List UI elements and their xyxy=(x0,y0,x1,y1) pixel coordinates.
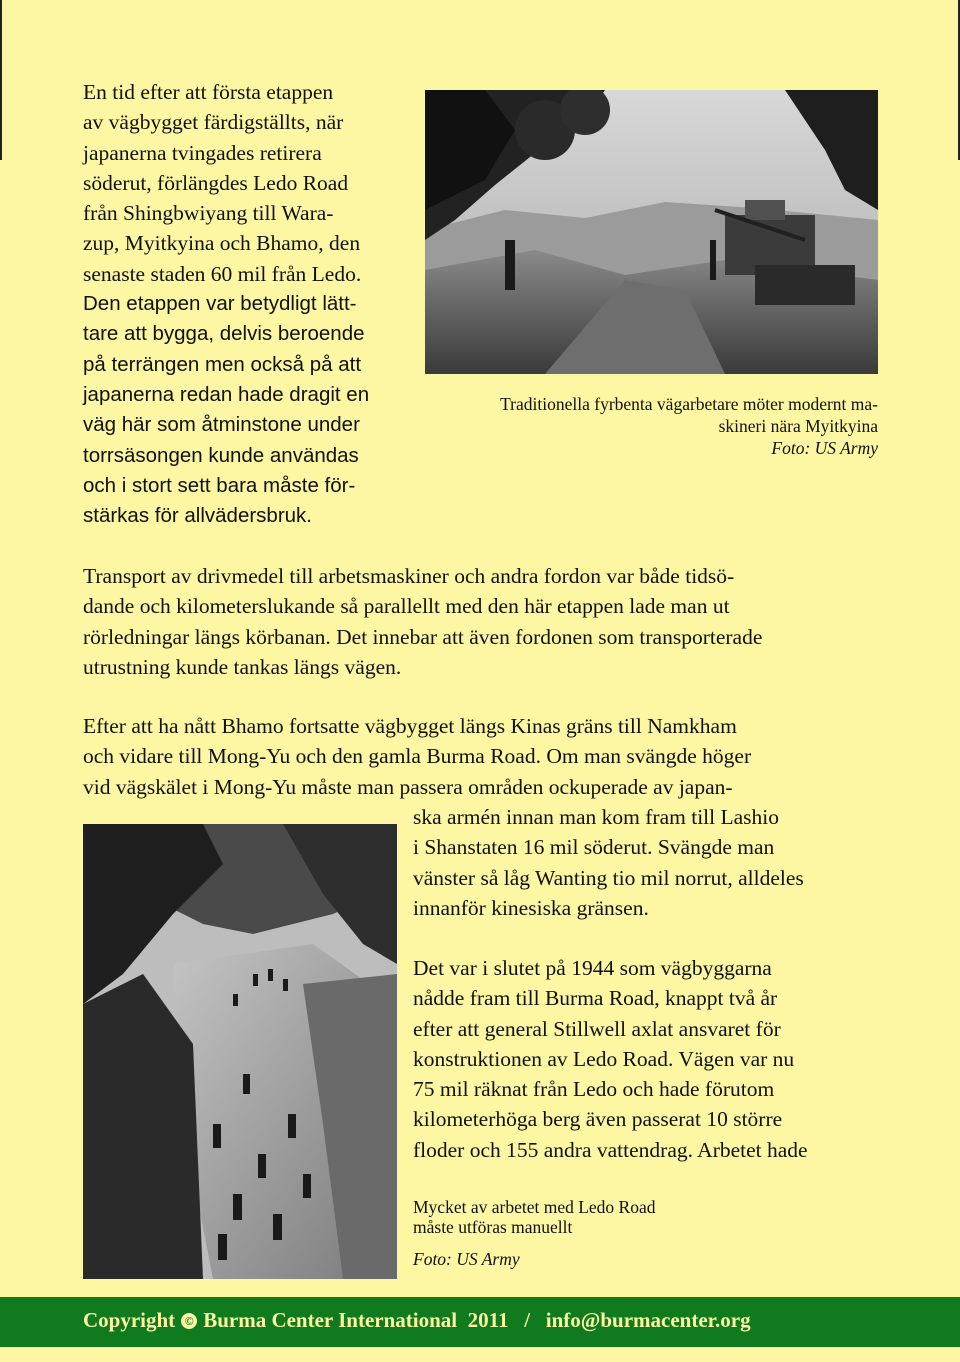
intro-line: väg här som åtminstone under xyxy=(83,413,360,437)
bhamo-continued-paragraph xyxy=(413,802,893,923)
final-line: 75 mil räknat från Ledo och hade förutom xyxy=(413,1077,775,1102)
bhamo-paragraph xyxy=(83,711,883,802)
intro-line: japanerna redan hade dragit en xyxy=(83,382,370,406)
intro-line: senaste staden 60 mil från Ledo. xyxy=(83,261,362,286)
bhamo-line: och vidare till Mong-Yu och den gamla Burma Road. Om man svängde höger xyxy=(83,744,752,769)
intro-paragraph xyxy=(83,77,413,531)
transport-line: rörledningar längs körbanan. Det innebar att även fordonen som transporterade xyxy=(83,624,763,649)
footer-org: Burma Center International 2011 / info@burmacenter.org xyxy=(203,1308,751,1332)
bhamo-cont-line: innanför kinesiska gränsen. xyxy=(413,895,649,920)
final-paragraph xyxy=(413,953,893,1165)
bhamo-cont-line: i Shanstaten 16 mil söderut. Svängde man xyxy=(413,835,775,860)
bhamo-cont-line: ska armén innan man kom fram till Lashio xyxy=(413,805,780,829)
copyright-label: Copyright xyxy=(83,1308,176,1332)
photo1-caption xyxy=(432,393,878,459)
bhamo-cont-line: vänster så låg Wanting tio mil norrut, alldeles xyxy=(413,865,804,890)
intro-line: stärkas för allvädersbruk. xyxy=(83,504,313,528)
photo2-caption xyxy=(413,1197,813,1269)
footer-text xyxy=(83,1308,751,1333)
manual-labor-photo xyxy=(83,824,397,1279)
intro-line: tare att bygga, delvis beroende xyxy=(83,322,365,346)
intro-line: av vägbygget färdigställts, när xyxy=(83,110,344,135)
intro-line: En tid efter att första etappen xyxy=(83,80,334,104)
transport-line: Transport av drivmedel till arbetsmaskiner och andra fordon var både tidsö- xyxy=(83,564,735,588)
transport-line: dande och kilometerslukande så parallellt med den här etappen lade man ut xyxy=(83,594,730,619)
road-machinery-photo-image xyxy=(425,90,878,374)
final-line: Det var i slutet på 1944 som vägbyggarna xyxy=(413,956,772,980)
intro-line: från Shingbwiyang till Wara- xyxy=(83,201,334,226)
bhamo-line: vid vägskälet i Mong-Yu måste man passera områden ockuperade av japan- xyxy=(83,774,733,799)
transport-line: utrustning kunde tankas längs vägen. xyxy=(83,654,402,679)
intro-line: söderut, förlängdes Ledo Road xyxy=(83,170,349,195)
photo2-credit: Foto: US Army xyxy=(413,1249,520,1269)
intro-line: zup, Myitkyina och Bhamo, den xyxy=(83,231,361,256)
bhamo-line: Efter att ha nått Bhamo fortsatte vägbygget längs Kinas gräns till Namkham xyxy=(83,714,737,738)
final-line: floder och 155 andra vattendrag. Arbetet hade xyxy=(413,1137,808,1162)
copyright-icon: © xyxy=(181,1313,197,1329)
photo1-credit: Foto: US Army xyxy=(771,438,878,458)
intro-line: Den etappen var betydligt lätt- xyxy=(83,292,357,316)
intro-line: och i stort sett bara måste för- xyxy=(83,473,356,497)
intro-line: på terrängen men också på att xyxy=(83,352,362,376)
intro-line: japanerna tvingades retirera xyxy=(83,140,322,165)
photo1-caption-line: skineri nära Myitkyina xyxy=(718,416,878,436)
intro-line: torrsäsongen kunde användas xyxy=(83,443,359,467)
final-line: efter att general Stillwell axlat ansvaret för xyxy=(413,1016,781,1041)
final-line: nådde fram till Burma Road, knappt två år xyxy=(413,986,778,1011)
photo2-caption-line: Mycket av arbetet med Ledo Road xyxy=(413,1197,656,1217)
manual-labor-photo-image xyxy=(83,824,397,1279)
photo1-caption-line: Traditionella fyrbenta vägarbetare möter modernt ma- xyxy=(500,394,878,414)
transport-paragraph xyxy=(83,561,883,682)
footer-bar xyxy=(0,1297,960,1347)
left-edge-line xyxy=(0,0,2,160)
final-line: konstruktionen av Ledo Road. Vägen var nu xyxy=(413,1046,795,1071)
road-machinery-photo xyxy=(425,90,878,374)
photo2-caption-line: måste utföras manuellt xyxy=(413,1217,573,1237)
final-line: kilometerhöga berg även passerat 10 större xyxy=(413,1107,783,1132)
